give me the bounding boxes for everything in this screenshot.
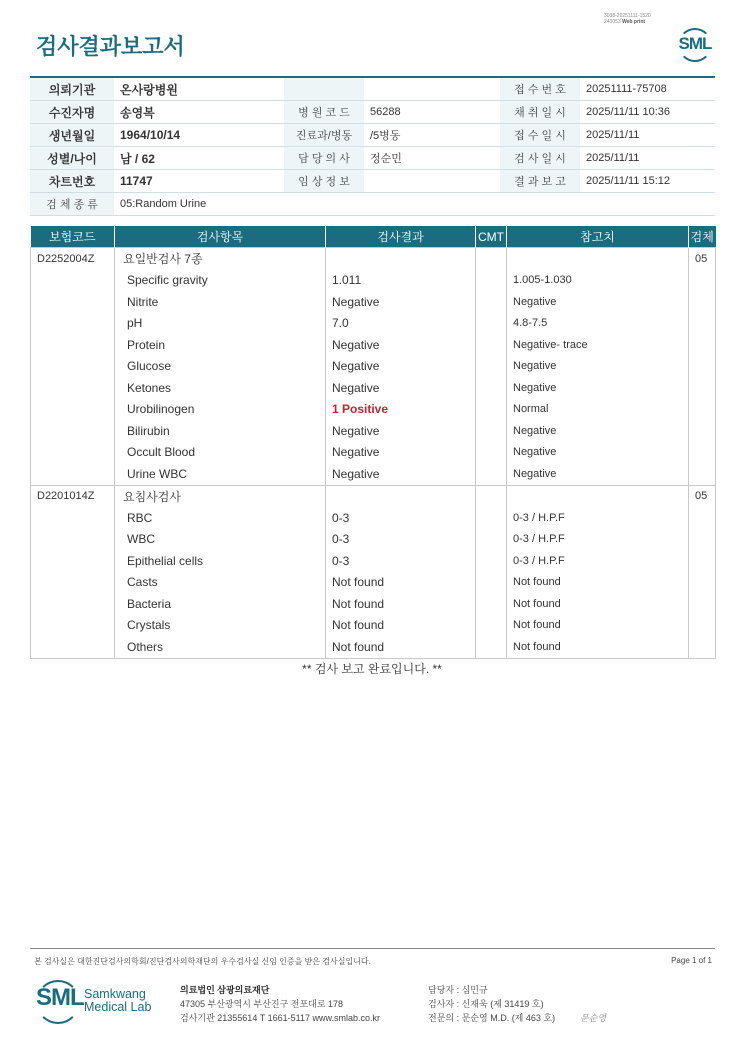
staff-name: 심민규 [461,985,488,995]
specimen-code [689,636,716,658]
lab-logo: SML Samkwang Medical Lab [36,980,166,1026]
column-header: 검사결과 [326,226,476,248]
specimen-code [689,572,716,594]
patient-info-table [30,76,715,216]
test-result: 1 Positive [326,399,476,421]
test-item-name: Urine WBC [115,463,326,485]
test-item-name: Nitrite [115,291,326,313]
specimen-code [689,399,716,421]
insurance-code [31,334,115,356]
insurance-code [31,615,115,637]
table-row [31,615,716,637]
test-result: Not found [326,572,476,594]
table-row [31,291,716,313]
test-item-name: Casts [115,572,326,594]
info-row [30,147,715,170]
test-item-name: Ketones [115,377,326,399]
lab-staff [428,983,555,1025]
test-item-name: RBC [115,507,326,529]
info-value: 2025/11/11 10:36 [580,101,715,124]
result-cell [326,248,476,270]
info-label: 채 취 일 시 [500,101,580,124]
column-header: 검사항목 [115,226,326,248]
cmt-cell [476,270,507,292]
column-header: 참고치 [507,226,689,248]
info-label: 병 원 코 드 [284,101,364,124]
reference-range: Negative [507,356,689,378]
table-row [31,636,716,658]
info-value: 2025/11/11 [580,147,715,170]
certification-note: 본 검사실은 대한진단검사의학회/진단검사의학재단의 우수검사실 신임 인증을 받은 검사실입니다. [34,957,371,966]
specimen-code [689,593,716,615]
info-row [30,101,715,124]
test-item-name: Glucose [115,356,326,378]
cmt-cell [476,593,507,615]
info-value: 송영복 [114,101,284,124]
test-result: Negative [326,377,476,399]
info-label: 접 수 번 호 [500,77,580,101]
specimen-code [689,463,716,485]
table-row [31,507,716,529]
reference-range: Negative [507,420,689,442]
signature: 문순영 [580,1013,607,1023]
table-row [31,399,716,421]
insurance-code [31,442,115,464]
staff-line [428,997,555,1011]
info-label [284,77,364,101]
cmt-cell [476,507,507,529]
reference-range: Negative- trace [507,334,689,356]
test-result: Negative [326,356,476,378]
info-label: 생년월일 [30,124,114,147]
info-value: 온사랑병원 [114,77,284,101]
cmt-cell [476,377,507,399]
insurance-code [31,313,115,335]
table-row [31,550,716,572]
info-label: 성별/나이 [30,147,114,170]
specimen-code [689,529,716,551]
test-result: Not found [326,593,476,615]
info-label: 접 수 일 시 [500,124,580,147]
cmt-cell [476,442,507,464]
test-result: Negative [326,463,476,485]
reference-range: Not found [507,636,689,658]
page-title: 검사결과보고서 [36,34,185,59]
staff-name: 신재욱 (제 31419 호) [461,999,544,1009]
insurance-code: D2252004Z [31,248,115,270]
test-result: Negative [326,442,476,464]
insurance-code [31,463,115,485]
info-row [30,124,715,147]
specimen-code [689,507,716,529]
info-value: 2025/11/11 15:12 [580,170,715,193]
reference-cell [507,485,689,507]
table-row [31,442,716,464]
test-result: Negative [326,420,476,442]
insurance-code [31,399,115,421]
specimen-code [689,615,716,637]
test-item-name: Bilirubin [115,420,326,442]
page-number: Page 1 of 1 [671,956,712,965]
test-item-name: Protein [115,334,326,356]
cmt-cell [476,636,507,658]
table-row [31,356,716,378]
test-result: 0-3 [326,507,476,529]
reference-range: Negative [507,291,689,313]
info-label: 수진자명 [30,101,114,124]
table-row [31,529,716,551]
info-label: 진료과/병동 [284,124,364,147]
reference-range: Negative [507,463,689,485]
specimen-code [689,356,716,378]
test-item-name: pH [115,313,326,335]
reference-range: 4.8-7.5 [507,313,689,335]
info-row [30,193,715,216]
info-label: 임 상 정 보 [284,170,364,193]
info-label: 결 과 보 고 [500,170,580,193]
info-row [30,77,715,101]
test-item-name: Others [115,636,326,658]
info-value: 2025/11/11 [580,124,715,147]
info-value: 11747 [114,170,284,193]
specimen-code [689,270,716,292]
cmt-cell [476,291,507,313]
test-result: 1.011 [326,270,476,292]
reference-range: Not found [507,615,689,637]
staff-role: 전문의 : [428,1013,460,1023]
table-row [31,334,716,356]
cmt-cell [476,615,507,637]
insurance-code [31,291,115,313]
table-row [31,572,716,594]
test-result: Not found [326,636,476,658]
specimen-code: 05 [689,248,716,270]
specimen-value: 05:Random Urine [114,193,715,216]
reference-range: Not found [507,572,689,594]
insurance-code [31,593,115,615]
insurance-code [31,420,115,442]
test-result: 7.0 [326,313,476,335]
sml-logo: SML [676,26,714,64]
cmt-cell [476,313,507,335]
test-group-name: 요침사검사 [115,485,326,507]
document-number: 3038-20251111-1520 240053 Web print [604,13,651,25]
info-value: 56288 [364,101,500,124]
cmt-cell [476,463,507,485]
cmt-cell [476,550,507,572]
staff-name: 문순영 M.D. (제 463 호) [461,1013,556,1023]
staff-line [428,983,555,997]
insurance-code [31,377,115,399]
info-label: 차트번호 [30,170,114,193]
info-label: 검 사 일 시 [500,147,580,170]
insurance-code [31,550,115,572]
cmt-cell [476,356,507,378]
insurance-code [31,572,115,594]
reference-range: 0-3 / H.P.F [507,529,689,551]
reference-range: Normal [507,399,689,421]
staff-role: 담당자 : [428,985,460,995]
info-label: 의뢰기관 [30,77,114,101]
test-item-name: Occult Blood [115,442,326,464]
cmt-cell [476,399,507,421]
test-item-name: Crystals [115,615,326,637]
test-result: 0-3 [326,529,476,551]
info-value [364,77,500,101]
cmt-cell [476,572,507,594]
info-value [364,170,500,193]
info-value: 정순민 [364,147,500,170]
lab-organization: 의료법인 삼광의료재단 47305 부산광역시 부산진구 전포대로 178 검사기관 21355614 T 1661-5117 www.smlab.co.kr [180,985,381,1023]
reference-cell [507,248,689,270]
specimen-code [689,377,716,399]
insurance-code [31,356,115,378]
info-value: 남 / 62 [114,147,284,170]
column-header: 보험코드 [31,226,115,248]
insurance-code: D2201014Z [31,485,115,507]
test-item-name: Epithelial cells [115,550,326,572]
test-result: Negative [326,334,476,356]
test-result: Negative [326,291,476,313]
result-cell [326,485,476,507]
table-row [31,313,716,335]
specimen-code [689,291,716,313]
reference-range: Negative [507,377,689,399]
footer-divider [30,948,715,949]
info-value: 20251111-75708 [580,77,715,101]
info-row [30,170,715,193]
specimen-label: 검 체 종 류 [30,193,114,216]
reference-range: Negative [507,442,689,464]
table-row [31,420,716,442]
specimen-code [689,313,716,335]
column-header: CMT [476,226,507,248]
staff-line [428,1011,555,1025]
specimen-code [689,550,716,572]
table-row [31,377,716,399]
specimen-code [689,334,716,356]
table-row [31,593,716,615]
specimen-code [689,442,716,464]
insurance-code [31,270,115,292]
column-header: 검체 [689,226,716,248]
cmt-cell [476,248,507,270]
info-label: 담 당 의 사 [284,147,364,170]
cmt-cell [476,485,507,507]
results-table [30,226,716,659]
info-value: /5병동 [364,124,500,147]
reference-range: Not found [507,593,689,615]
specimen-code: 05 [689,485,716,507]
test-item-name: Urobilinogen [115,399,326,421]
test-result: 0-3 [326,550,476,572]
test-item-name: WBC [115,529,326,551]
test-group-row [31,485,716,507]
cmt-cell [476,334,507,356]
test-group-name: 요일반검사 7종 [115,248,326,270]
report-complete-message: ** 검사 보고 완료입니다. ** [302,662,442,676]
cmt-cell [476,529,507,551]
insurance-code [31,507,115,529]
staff-role: 검사자 : [428,999,460,1009]
info-value: 1964/10/14 [114,124,284,147]
test-result: Not found [326,615,476,637]
test-item-name: Bacteria [115,593,326,615]
insurance-code [31,529,115,551]
test-item-name: Specific gravity [115,270,326,292]
table-row [31,463,716,485]
reference-range: 0-3 / H.P.F [507,507,689,529]
cmt-cell [476,420,507,442]
reference-range: 0-3 / H.P.F [507,550,689,572]
insurance-code [31,636,115,658]
reference-range: 1.005-1.030 [507,270,689,292]
table-row [31,270,716,292]
test-group-row [31,248,716,270]
specimen-code [689,420,716,442]
